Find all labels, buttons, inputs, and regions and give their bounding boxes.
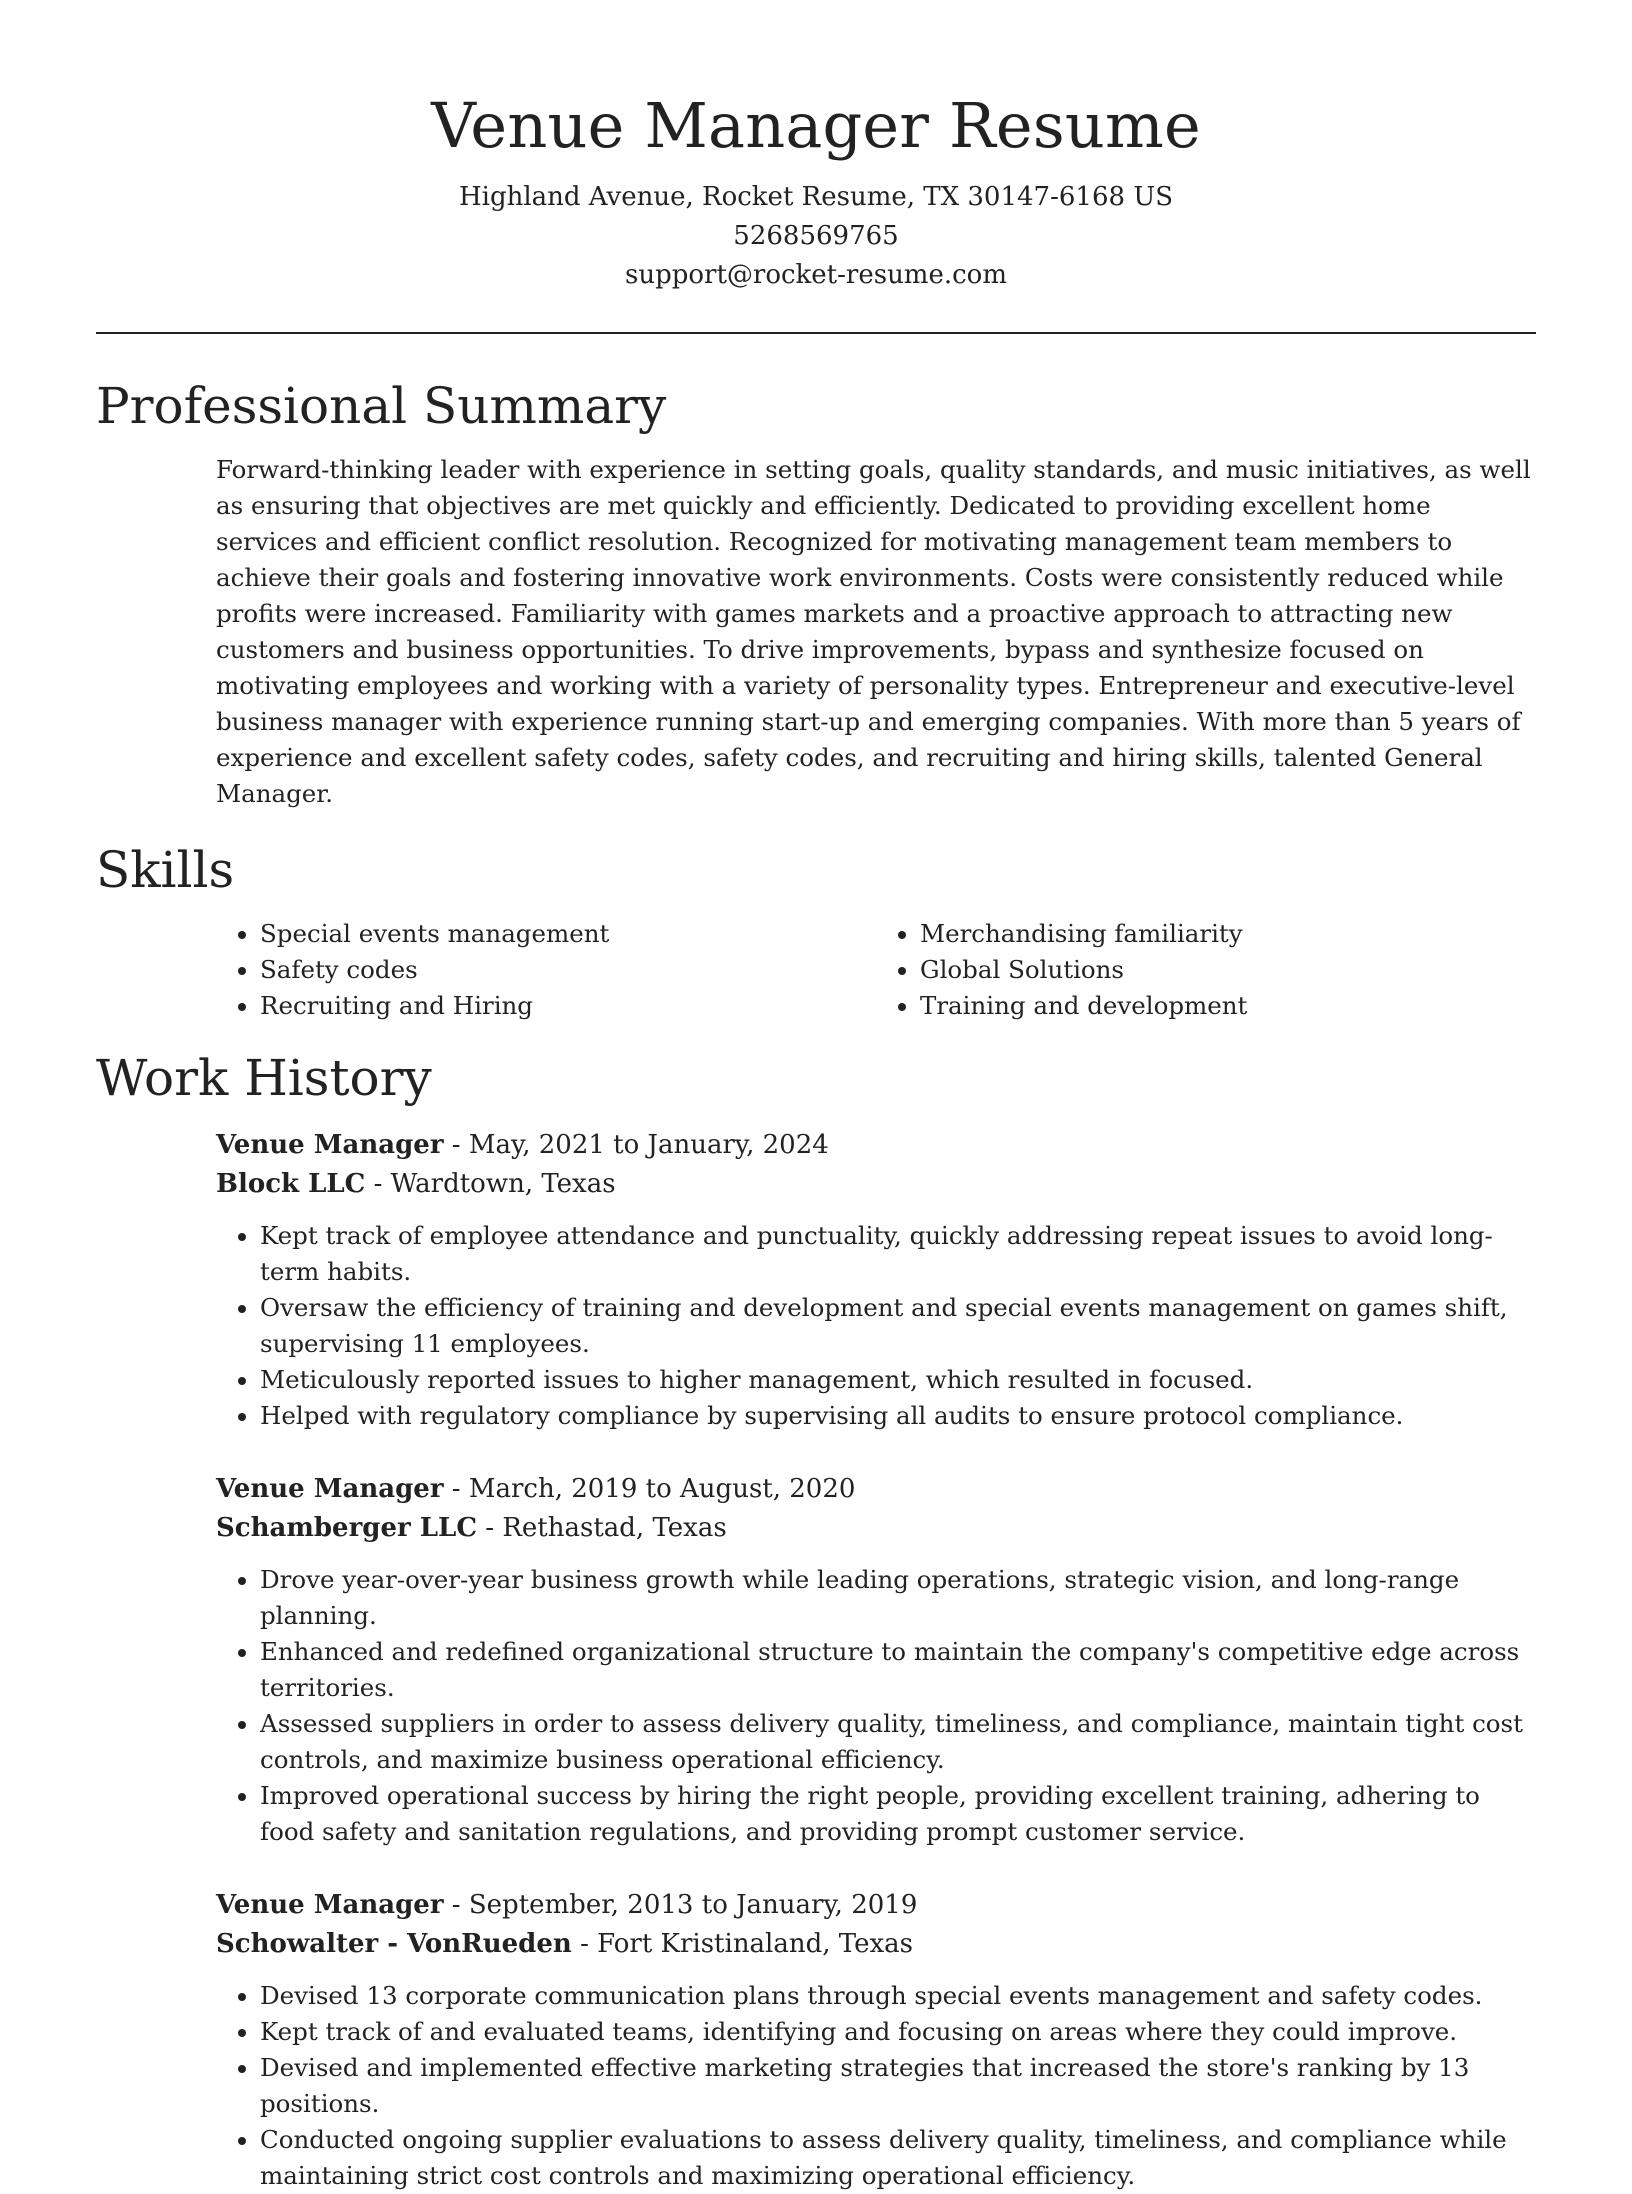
job-bullet: • Drove year-over-year business growth while leading operations, strategic vision, and long-range planning. [260, 1562, 1536, 1634]
job-bullet: • Enhanced and redefined organizational structure to maintain the company's competitive edge across territories. [260, 1634, 1536, 1706]
job-bullets [216, 1218, 1536, 1434]
job-company-line [216, 1509, 1536, 1548]
skill-item: • Special events management [260, 916, 876, 952]
resume-header [96, 0, 1536, 295]
skill-item: • Safety codes [260, 952, 876, 988]
job-location: - Wardtown, Texas [365, 1169, 616, 1199]
skills-list [216, 916, 1536, 1024]
job-company: Schamberger LLC [216, 1513, 478, 1543]
contact-info [96, 178, 1536, 295]
job-entry [216, 1126, 1536, 1434]
skill-item: • Global Solutions [920, 952, 1536, 988]
job-bullet: • Oversaw the efficiency of training and development and special events management on games shift, supervising 11 employees. [260, 1290, 1536, 1362]
job-company-line [216, 1165, 1536, 1204]
summary-text: Forward-thinking leader with experience in setting goals, quality standards, and music initiatives, as well as ensuring that objectives are met quickly and efficiently. Dedicated to providing excellent home services and efficient conflict resolution. Recognized for motivating management team members to achieve their goals and fostering innovative work environments. Costs were consistently reduced while profits were increased. Familiarity with games markets and a proactive approach to attracting new customers and business opportunities. To drive improvements, bypass and synthesize focused on motivating employees and working with a variety of personality types. Entrepreneur and executive-level business manager with experience running start-up and emerging companies. With more than 5 years of experience and excellent safety codes, safety codes, and recruiting and hiring skills, talented General Manager. [216, 455, 1531, 808]
job-bullet: • Devised 13 corporate communication plans through special events management and safety codes. [260, 1978, 1536, 2014]
job-role: Venue Manager [216, 1890, 444, 1920]
job-bullet: • Helped with regulatory compliance by supervising all audits to ensure protocol compliance. [260, 1398, 1536, 1434]
email-address: support@rocket-resume.com [624, 260, 1007, 290]
job-company: Block LLC [216, 1169, 366, 1199]
job-dates: - September, 2013 to January, 2019 [443, 1890, 918, 1920]
job-dates: - March, 2019 to August, 2020 [443, 1474, 856, 1504]
skills-heading: Skills [96, 841, 235, 899]
address: Highland Avenue, Rocket Resume, TX 30147-6168 US [458, 182, 1174, 212]
job-role: Venue Manager [216, 1130, 444, 1160]
job-company: Schowalter - VonRueden [216, 1929, 572, 1959]
skill-item: • Training and development [920, 988, 1536, 1024]
skills-column-right [876, 916, 1536, 1024]
job-title-line [216, 1470, 1536, 1509]
job-role: Venue Manager [216, 1474, 444, 1504]
job-bullet: • Devised and implemented effective marketing strategies that increased the store's ranking by 13 positions. [260, 2050, 1536, 2122]
job-location: - Fort Kristinaland, Texas [571, 1929, 914, 1959]
job-company-line [216, 1925, 1536, 1964]
job-location: - Rethastad, Texas [477, 1513, 727, 1543]
skill-item: • Recruiting and Hiring [260, 988, 876, 1024]
header-divider [96, 332, 1536, 334]
summary-heading: Professional Summary [96, 377, 667, 435]
job-bullet: • Kept track of employee attendance and punctuality, quickly addressing repeat issues to avoid long-term habits. [260, 1218, 1536, 1290]
job-entry [216, 1886, 1536, 2194]
job-bullet: • Conducted ongoing supplier evaluations to assess delivery quality, timeliness, and compliance while maintaining strict cost controls and maximizing operational efficiency. [260, 2122, 1536, 2194]
job-bullets [216, 1562, 1536, 1850]
phone-number: 5268569765 [733, 221, 899, 251]
job-bullets [216, 1978, 1536, 2194]
resume-title: Venue Manager Resume [431, 89, 1201, 162]
job-title-line [216, 1126, 1536, 1165]
job-bullet: • Kept track of and evaluated teams, identifying and focusing on areas where they could improve. [260, 2014, 1536, 2050]
job-bullet: • Improved operational success by hiring the right people, providing excellent training, adhering to food safety and sanitation regulations, and providing prompt customer service. [260, 1778, 1536, 1850]
job-title-line [216, 1886, 1536, 1925]
job-entry [216, 1470, 1536, 1850]
work-history-heading: Work History [96, 1049, 432, 1107]
skills-column-left [216, 916, 876, 1024]
job-bullet: • Meticulously reported issues to higher management, which resulted in focused. [260, 1362, 1536, 1398]
skill-item: • Merchandising familiarity [920, 916, 1536, 952]
job-dates: - May, 2021 to January, 2024 [443, 1130, 829, 1160]
job-bullet: • Assessed suppliers in order to assess delivery quality, timeliness, and compliance, maintain tight cost controls, and maximize business operational efficiency. [260, 1706, 1536, 1778]
resume-page [96, 0, 1536, 2194]
